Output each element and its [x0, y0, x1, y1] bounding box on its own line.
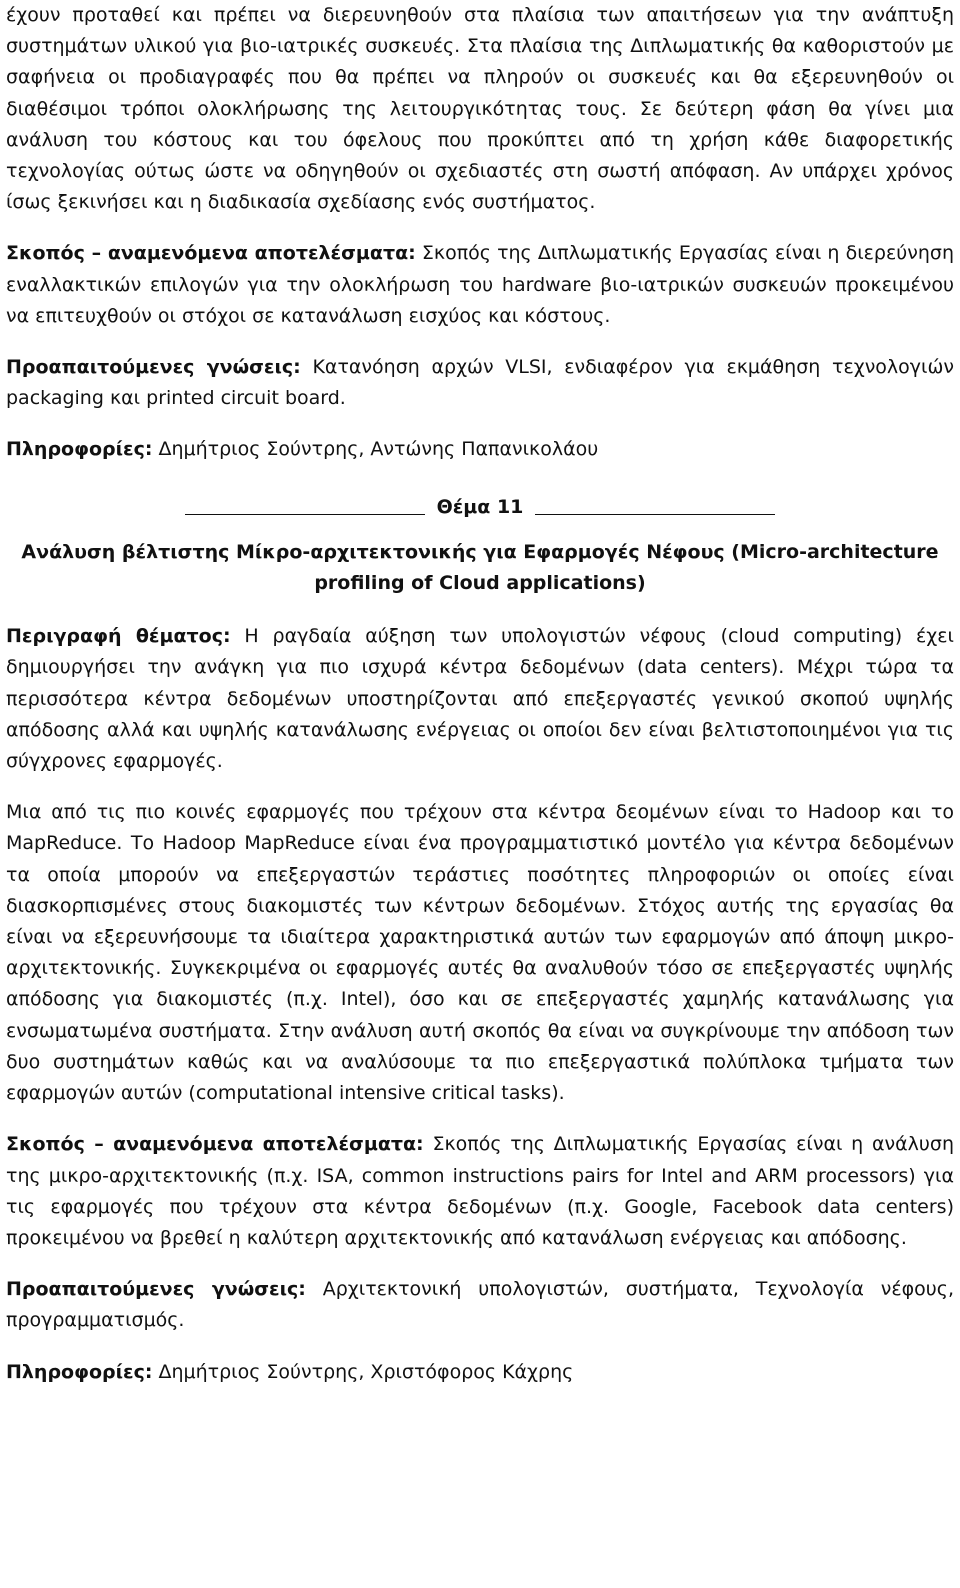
goal-text-1: Σκοπός της Διπλωματικής Εργασίας είναι η διερεύνηση εναλλακτικών επιλογών για την ολοκλήρωση του hardware βιο-ιατρικών συσκευών προκειμένου να επιτευχθούν οι στόχοι σε κατανάλωση εισχύος και κόστους. — [6, 242, 954, 327]
topic-title: Ανάλυση βέλτιστης Μίκρο-αρχιτεκτονικής για Εφαρμογές Νέφους (Micro-architecture profiling of Cloud applications) — [21, 540, 939, 595]
left-rule — [185, 500, 425, 515]
description-text: Η ραγδαία αύξηση των υπολογιστών νέφους (cloud computing) έχει δημιουργήσει την ανάγκη για πιο ισχυρά κέντρα δεδομένων (data centers). Μέχρι τώρα τα περισσότερα κέντρα δεδομένων υποστηρίζονται από επεξεργαστές γενικού σκοπού υψηλής απόδοσης αλλά και υψηλής κατανάλωσης ενέργειας οι οποίοι δεν είναι βελτιστοποιημένοι για τις σύγχρονες εφαρμογές. — [6, 625, 954, 773]
info-paragraph-2 — [6, 1357, 954, 1388]
prerequisites-text-1: Κατανόηση αρχών VLSI, ενδιαφέρον για εκμάθηση τεχνολογιών packaging και printed circuit board. — [6, 356, 954, 410]
description-label: Περιγραφή θέματος: — [6, 625, 231, 648]
document-page — [6, 0, 954, 1388]
topic-number: Θέμα 11 — [436, 495, 524, 518]
goal-label-1: Σκοπός – αναμενόμενα αποτελέσματα: — [6, 242, 416, 265]
prerequisites-text-2: Αρχιτεκτονική υπολογιστών, συστήματα, Τεχνολογία νέφους, προγραμματισμός. — [6, 1278, 954, 1332]
info-text-1: Δημήτριος Σούντρης, Αντώνης Παπανικολάου — [152, 438, 599, 461]
prerequisites-label-2: Προαπαιτούμενες γνώσεις: — [6, 1278, 306, 1301]
right-rule — [535, 500, 775, 515]
goal-text-2: Σκοπός της Διπλωματικής Εργασίας είναι η ανάλυση της μικρο-αρχιτεκτονικής (π.χ. ISA, common instructions pairs for Intel and ARM processors) για τις εφαρμογές που τρέχουν στα κέντρα δεδομένων (π.χ. Google, Facebook data centers) προκειμένου να βρεθεί η καλύτερη αρχιτεκτονικής από κατανάλωση ενέργειας και απόδοσης. — [6, 1133, 954, 1249]
topic-heading — [6, 492, 954, 523]
info-label-2: Πληροφορίες: — [6, 1360, 153, 1383]
info-label-1: Πληροφορίες: — [6, 438, 153, 461]
description-paragraph — [6, 621, 954, 777]
prerequisites-paragraph-2 — [6, 1274, 954, 1336]
body-paragraph: Μια από τις πιο κοινές εφαρμογές που τρέχουν στα κέντρα δεομένων είναι το Hadoop και το MapReduce. Το Hadoop MapReduce είναι ένα προγραμματιστικό μοντέλο για κέντρα δεδομένων τα οποία μπορούν να επεξεργαστών τεράστιες ποσότητες πληροφοριών οι οποίες είναι διασκορπισμένες στους διακομιστές των κέντρων δεδομένων. Στόχος αυτής της εργασίας θα είναι να εξερευνήσουμε τα ιδιαίτερα χαρακτηριστικά αυτών των εφαρμογών από άποψη μικρο-αρχιτεκτονικής. Συγκεκριμένα οι εφαρμογές αυτές θα αναλυθούν τόσο σε επεξεργαστές υψηλής απόδοσης για διακομιστές (π.χ. Intel), όσο και σε επεξεργαστές χαμηλής κατανάλωσης για ενσωματωμένα συστήματα. Στην ανάλυση αυτή σκοπός θα είναι να συγκρίνουμε την απόδοση των δυο συστημάτων καθώς και να αναλύσουμε τα πιο επεξεργαστικά πολύπλοκα τμήματα των εφαρμογών αυτών (computational intensive critical tasks). — [6, 801, 954, 1105]
goal-paragraph-2 — [6, 1129, 954, 1254]
info-paragraph-1 — [6, 434, 954, 465]
goal-label-2: Σκοπός – αναμενόμενα αποτελέσματα: — [6, 1133, 424, 1156]
prerequisites-label-1: Προαπαιτούμενες γνώσεις: — [6, 356, 301, 379]
goal-paragraph-1 — [6, 238, 954, 332]
prerequisites-paragraph-1 — [6, 352, 954, 414]
intro-paragraph: έχουν προταθεί και πρέπει να διερευνηθούν στα πλαίσια των απαιτήσεων για την ανάπτυξη συστημάτων υλικού για βιο-ιατρικές συσκευές. Στα πλαίσια της Διπλωματικής θα καθοριστούν με σαφήνεια οι προδιαγραφές που θα πρέπει να πληρούν οι συσκευές και θα εξερευνηθούν οι διαθέσιμοι τρόποι ολοκλήρωσης της λειτουργικότητας τους. Σε δεύτερη φάση θα γίνει μια ανάλυση του κόστους και του όφελους που προκύπτει από τη χρήση κάθε διαφορετικής τεχνολογίας ούτως ώστε να οδηγηθούν οι σχεδιαστές στη σωστή απόφαση. Αν υπάρχει χρόνος ίσως ξεκινήσει και η διαδικασία σχεδίασης ενός συστήματος. — [6, 4, 954, 214]
info-text-2: Δημήτριος Σούντρης, Χριστόφορος Κάχρης — [152, 1360, 574, 1383]
